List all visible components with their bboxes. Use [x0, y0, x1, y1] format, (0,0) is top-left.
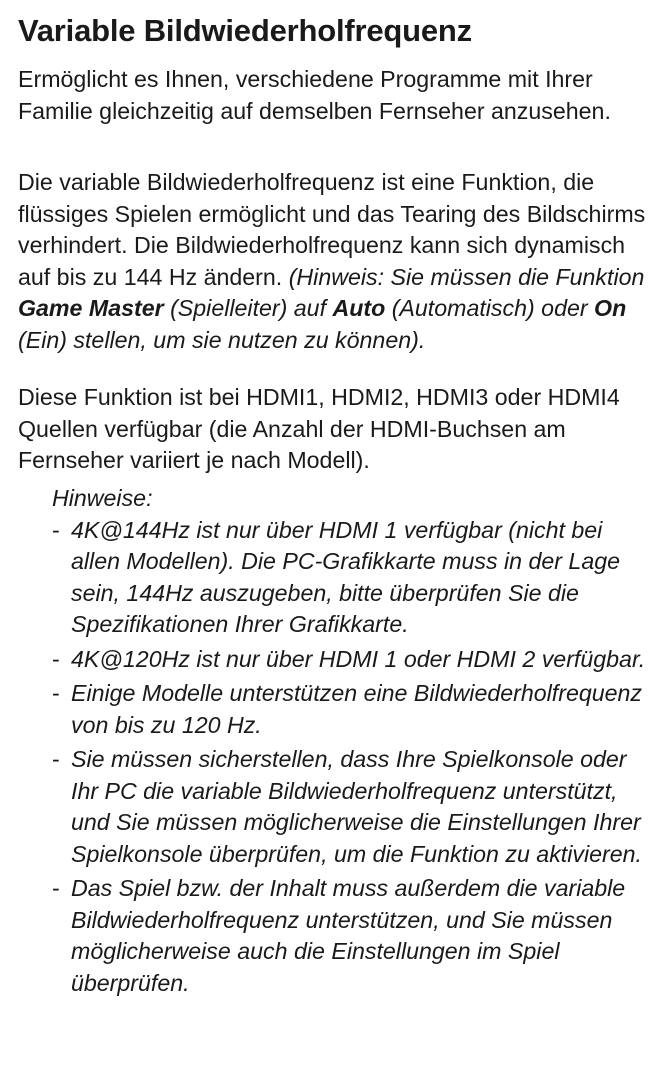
- hint-item-2: [18, 644, 653, 676]
- description-text: Die variable Bildwiederholfrequenz ist eine Funktion, die flüssiges Spielen ermöglicht und das Tearing des Bildschirms verhindert. Die Bildwiederholfrequenz kann sich dynamisch auf bis zu 144 Hz ändern.: [18, 169, 646, 290]
- dash-bullet: -: [52, 875, 60, 901]
- hint-text: 4K@144Hz ist nur über HDMI 1 verfügbar (nicht bei allen Modellen). Die PC-Grafikkarte muss in der Lage sein, 144Hz auszugeben, bitte überprüfen Sie die Spezifikationen Ihrer Grafikkarte.: [71, 516, 621, 637]
- dash-bullet: -: [52, 645, 60, 672]
- hint-item-4: [18, 744, 653, 870]
- note-part-1: (Hinweis: Sie müssen die Funktion: [288, 263, 645, 290]
- hint-item-5: [18, 873, 653, 999]
- on-term: On: [594, 295, 627, 321]
- game-master-term: Game Master: [18, 295, 164, 321]
- note-part-3: (Automatisch) oder: [385, 295, 595, 321]
- hints-section: [18, 483, 653, 1002]
- hints-title: Hinweise:: [52, 485, 153, 511]
- hint-item-1: [18, 515, 653, 641]
- intro-paragraph: Ermöglicht es Ihnen, verschiedene Programme mit Ihrer Familie gleichzeitig auf demselben Fernseher anzusehen.: [18, 66, 611, 124]
- page-title: Variable Bildwiederholfrequenz: [18, 13, 472, 48]
- dash-bullet: -: [52, 680, 60, 706]
- hint-text: 4K@120Hz ist nur über HDMI 1 oder HDMI 2 verfügbar.: [71, 645, 646, 672]
- dash-bullet: -: [52, 516, 60, 543]
- dash-bullet: -: [52, 746, 60, 772]
- hint-text: Das Spiel bzw. der Inhalt muss außerdem die variable Bildwiederholfrequenz unterstützen, und Sie müssen möglicherweise auch die Einstellungen im Spiel überprüfen.: [71, 875, 626, 996]
- description-paragraph: [18, 167, 648, 356]
- auto-term: Auto: [332, 295, 386, 321]
- hint-item-3: [18, 678, 653, 741]
- hint-text: Einige Modelle unterstützen eine Bildwiederholfrequenz von bis zu 120 Hz.: [71, 680, 643, 738]
- availability-paragraph: Diese Funktion ist bei HDMI1, HDMI2, HDMI3 oder HDMI4 Quellen verfügbar (die Anzahl der HDMI-Buchsen am Fernseher variiert je nach Modell).: [18, 384, 620, 473]
- hints-list: [18, 515, 653, 1000]
- hint-text: Sie müssen sicherstellen, dass Ihre Spielkonsole oder Ihr PC die variable Bildwiederholfrequenz unterstützt, und Sie müssen möglicherweise die Einstellungen Ihrer Spielkonsole überprüfen, um die Funktion zu aktivieren.: [71, 746, 642, 867]
- note-part-4: (Ein) stellen, um sie nutzen zu können).: [18, 326, 426, 353]
- note-part-2: (Spielleiter) auf: [163, 295, 333, 321]
